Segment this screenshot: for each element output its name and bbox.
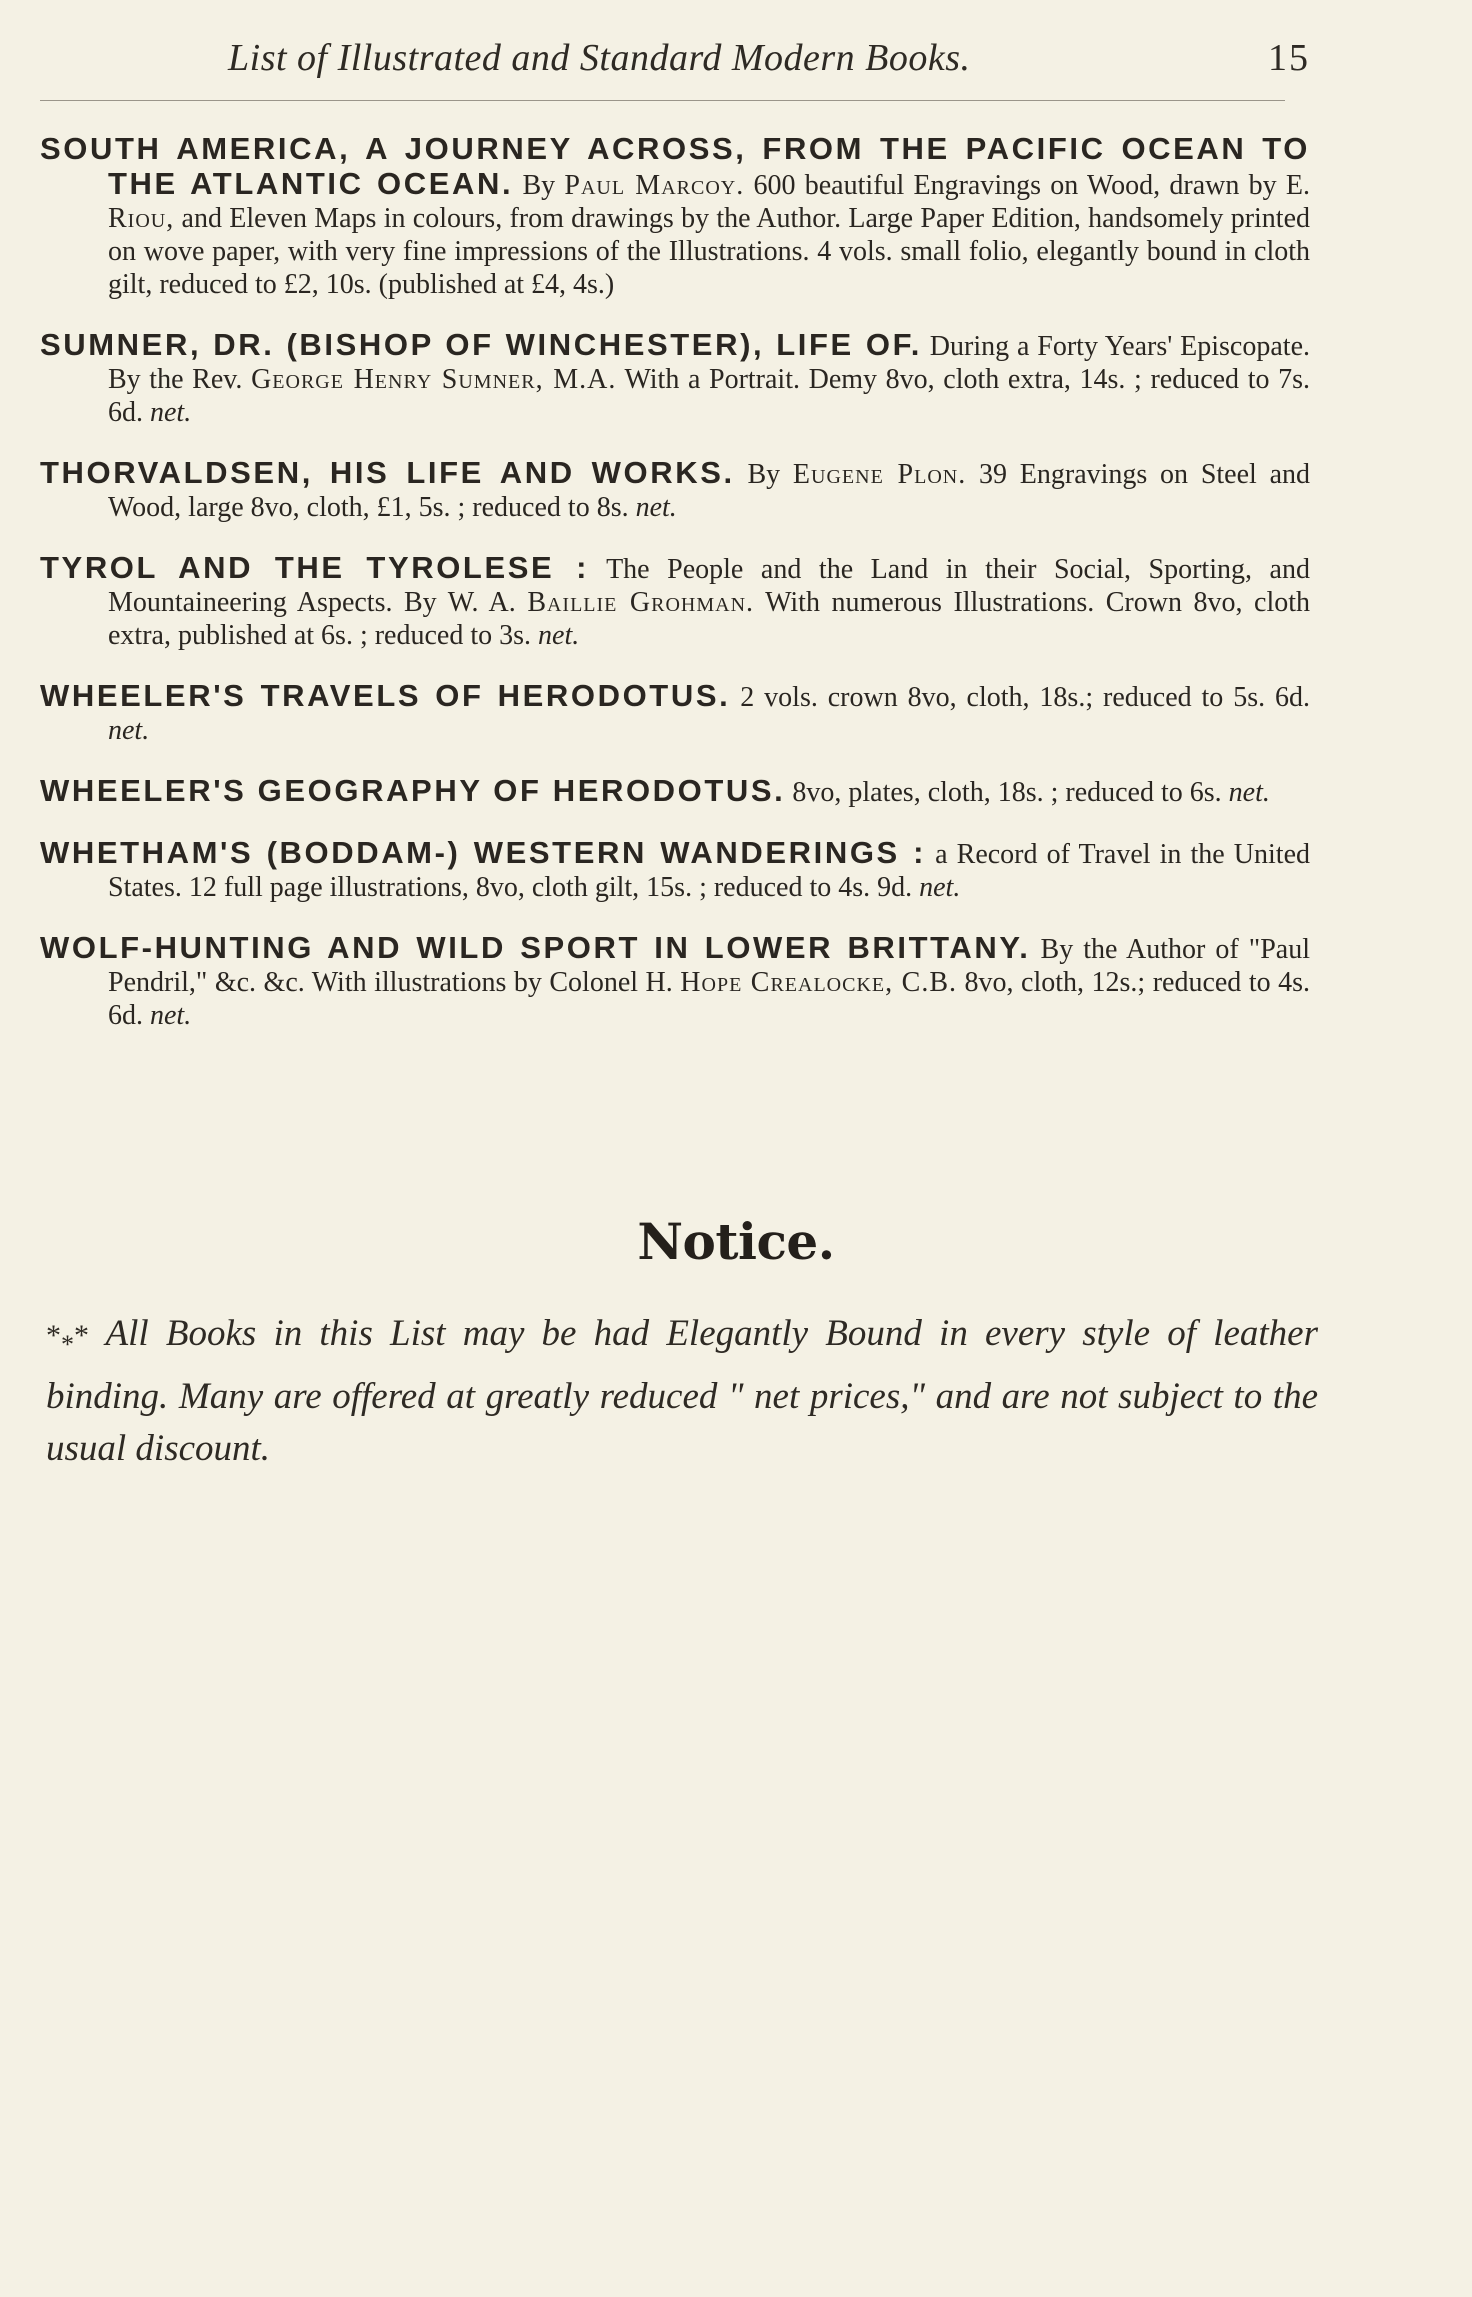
entry-by: By bbox=[522, 170, 556, 201]
asterism-icon bbox=[46, 1319, 89, 1359]
entry-net: net. bbox=[108, 715, 150, 746]
notice-title: Notice. bbox=[637, 1212, 835, 1271]
notice-text-block bbox=[46, 1308, 1318, 1475]
entry-net: net. bbox=[538, 620, 580, 651]
asterism-star: * bbox=[61, 1330, 74, 1359]
entry-illustrator: Riou, bbox=[108, 203, 175, 234]
entry-net: net. bbox=[1228, 777, 1270, 808]
entry-author: Paul Marcoy. bbox=[564, 170, 745, 201]
entry-author: Hope Crealocke, C.B. bbox=[680, 967, 957, 998]
running-title: List of Illustrated and Standard Modern Books. bbox=[228, 37, 971, 79]
entry-net: net. bbox=[919, 872, 961, 903]
entry-text: 600 beautiful Engravings on Wood, drawn by E. bbox=[753, 170, 1310, 201]
catalog-entry-tyrol bbox=[40, 551, 1310, 652]
entry-text: 2 vols. crown 8vo, cloth, 18s.; reduced to 5s. 6d. bbox=[740, 682, 1311, 713]
catalog-entries bbox=[40, 132, 1310, 1059]
entry-heading: SUMNER, DR. (BISHOP OF WINCHESTER), LIFE OF. bbox=[40, 327, 922, 362]
catalog-entry-whetham bbox=[40, 836, 1310, 904]
entry-author: Eugene Plon. bbox=[792, 459, 967, 490]
entry-text: and Eleven Maps in colours, from drawings by the Author. Large Paper Edition, handsomely printed on wove paper, with very fine impressions of the Illustrations. 4 vols. small folio, elegantly bound in cloth gilt, reduced to £2, 10s. (published at £4, 4s.) bbox=[108, 203, 1311, 300]
entry-text: With numerous Illustrations. Crown 8vo, cloth extra, published at 6s. ; reduced to 3s. bbox=[108, 587, 1311, 651]
entry-by: By bbox=[747, 459, 781, 490]
running-head bbox=[0, 28, 1472, 88]
entry-net: net. bbox=[635, 492, 677, 523]
page-number: 15 bbox=[1268, 37, 1310, 79]
entry-text: 8vo, plates, cloth, 18s. ; reduced to 6s. bbox=[792, 777, 1222, 808]
entry-heading: WHETHAM'S (BODDAM-) WESTERN WANDERINGS : bbox=[40, 835, 927, 870]
entry-heading: WHEELER'S GEOGRAPHY OF HERODOTUS. bbox=[40, 773, 786, 808]
asterism-star: * bbox=[74, 1319, 89, 1352]
entry-text: a Record of Travel in the United States. 12 full page illustrations, 8vo, cloth gilt, 15s. ; reduced to 4s. 9d. bbox=[108, 839, 1311, 903]
catalog-entry-south-america bbox=[40, 132, 1310, 301]
asterism-star: * bbox=[46, 1319, 61, 1352]
header-rule bbox=[40, 100, 1285, 101]
entry-heading: WOLF-HUNTING AND WILD SPORT IN LOWER BRITTANY. bbox=[40, 930, 1031, 965]
entry-heading: SOUTH AMERICA, A JOURNEY ACROSS, FROM THE PACIFIC OCEAN TO THE ATLANTIC OCEAN. bbox=[40, 131, 1310, 201]
catalog-entry-wheeler-travels bbox=[40, 679, 1310, 747]
entry-net: net. bbox=[150, 1000, 192, 1031]
notice-text: All Books in this List may be had Elegantly Bound in every style of leather binding. Many are offered at greatly reduced " net prices," and are not subject to the usual discount. bbox=[46, 1313, 1318, 1469]
entry-heading: WHEELER'S TRAVELS OF HERODOTUS. bbox=[40, 678, 731, 713]
catalog-entry-sumner bbox=[40, 328, 1310, 429]
entry-text: 8vo, cloth, 12s.; reduced to 4s. 6d. bbox=[108, 967, 1311, 1031]
catalog-entry-wolf-hunting bbox=[40, 931, 1310, 1032]
catalog-entry-wheeler-geography bbox=[40, 774, 1310, 809]
entry-text: The People and the Land in their Social, Sporting, and Mountaineering Aspects. By W. A. bbox=[108, 554, 1310, 618]
entry-author: George Henry Sumner, M.A. bbox=[251, 364, 617, 395]
entry-author: Baillie Grohman. bbox=[527, 587, 755, 618]
entry-text: 39 Engravings on Steel and Wood, large 8vo, cloth, £1, 5s. ; reduced to 8s. bbox=[108, 459, 1311, 523]
entry-text: With a Portrait. Demy 8vo, cloth extra, 14s. ; reduced to 7s. 6d. bbox=[108, 364, 1310, 428]
entry-text: By the Author of "Paul Pendril," &c. &c. With illustrations by Colonel H. bbox=[108, 934, 1310, 998]
entry-net: net. bbox=[150, 397, 192, 428]
entry-heading: TYROL AND THE TYROLESE : bbox=[40, 550, 589, 585]
catalog-entry-thorvaldsen bbox=[40, 456, 1310, 524]
entry-heading: THORVALDSEN, HIS LIFE AND WORKS. bbox=[40, 455, 735, 490]
entry-text: During a Forty Years' Episcopate. By the Rev. bbox=[108, 331, 1310, 395]
